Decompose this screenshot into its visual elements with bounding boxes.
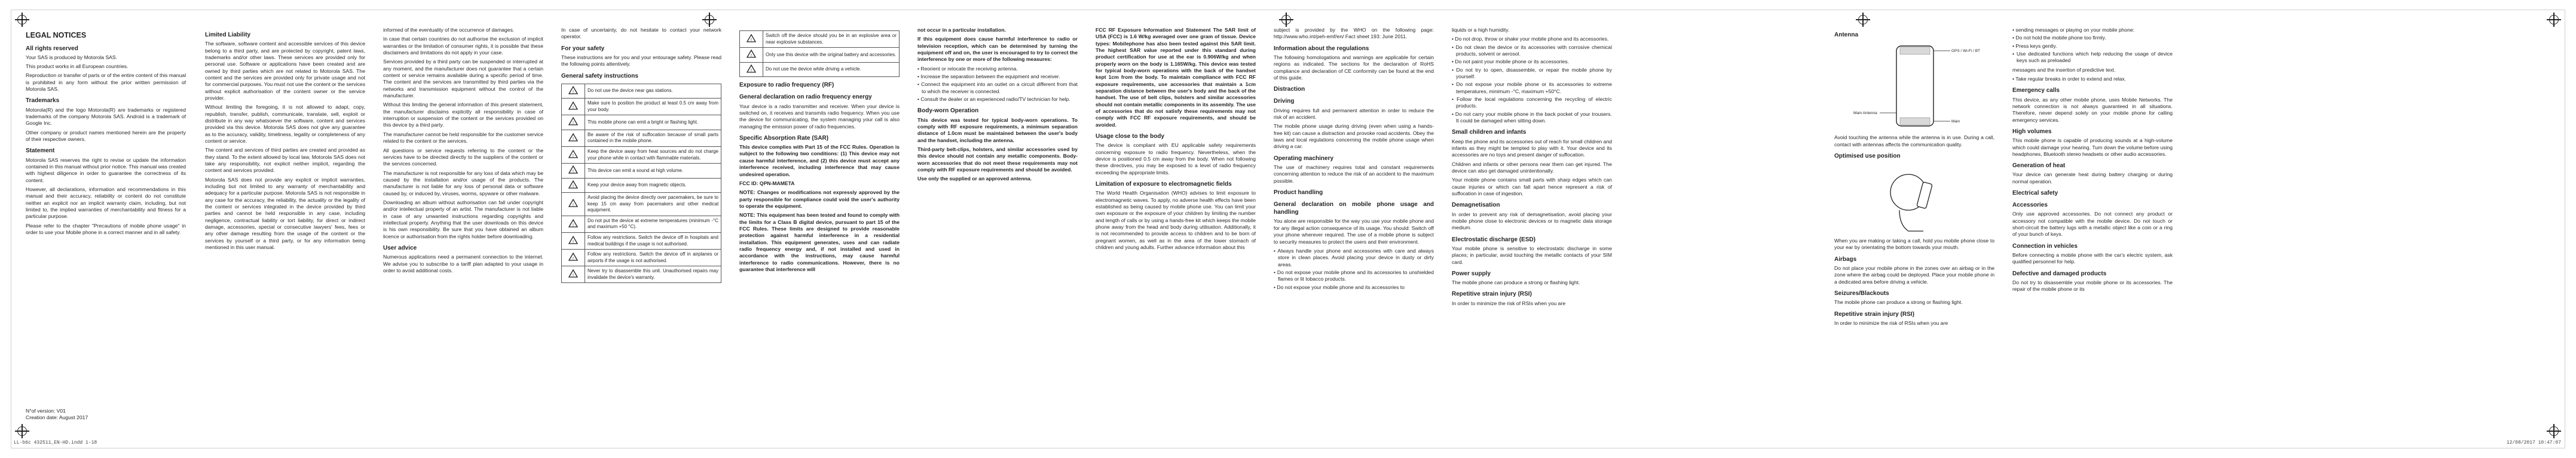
fcc-id: FCC ID: QPN-MAMETA [739,180,795,186]
paragraph: Children and infants or other persons near them can get injured. The device can also get damaged unintentionally. [1452,161,1612,174]
phone-outline [1896,46,1933,126]
paragraph: Your device can generate heat during battery charging or during normal operation. [2012,171,2173,185]
table-cell: Make sure to position the product at least 0.5 cm away from your body. [585,99,721,115]
paragraph: NOTE: This equipment has been tested and found to comply with the limits for a Class B digital device, pursuant to part 15 of the FCC Rules. These limits are designed to provide reasonable protection against harmful interference in a residential installation. This equipment generates, uses and can radiate radio frequency energy and, if not installed and used in accordance with the instructions, may cause harmful interference to radio communications. However, there is no guarantee that interference will [739,212,900,272]
heading-sar: Specific Absorption Rate (SAR) [739,134,829,142]
heading-antenna: Antenna [1834,32,1858,38]
heading-statement: Statement [26,147,55,155]
heading-esd: Electrostatic discharge (ESD) [1452,236,1536,243]
list-item: • Do not hold the mobile phone too firmly. [2012,35,2173,41]
paragraph: Motorola(R) and the logo Motorola(R) are trademarks or registered trademarks of the company Motorola SAS. Android is a trademark of Google Inc. [26,106,186,127]
table-row [562,178,721,193]
heading-airbags: Airbags [1834,256,1857,263]
paragraph: You alone are responsible for the way you use your mobile phone and for any illegal action consequence of its usage. You should: Switch off your phone wherever required. The use of a mobile phone is subject to security measures to protect the users and their environment. [1274,218,1434,245]
registration-mark [1858,15,1868,24]
paragraph: When you are making or taking a call, hold you mobile phone close to your ear by orientating the bottom towards your mouth. [1834,238,1994,251]
heading-small-children: Small children and infants [1452,129,1526,136]
paragraph: This product works in all European countries. [26,63,129,70]
table-row [562,130,721,146]
list-item: • Do not paint your mobile phone or its accessories. [1452,59,1612,65]
list-item: • sending messages or playing on your mobile phone: [2012,27,2173,33]
warning-icon [562,115,585,130]
list-item: • Do not expose your mobile phone and its accessories to [1274,284,1434,291]
paragraph: NOTE: Changes or modifications not expressly approved by the party responsible for compliance could void the user's authority to operate the equipment. [739,189,900,209]
warning-icon [740,62,763,77]
paragraph: The manufacturer is not responsible for any loss of data which may be caused by the installation and/or usage of the products. The manufacturer is not liable for any loss of personal data or software caused by, or induced by, viruses, worms, spyware or other malware. [383,170,543,196]
paragraph: Keep the phone and its accessories out of reach for small children and infants as they might be tempted to play with it. Your device and its accessories are no toys and present danger of suffocation. [1452,138,1612,158]
heading-seizures: Seizures/Blackouts [1834,290,1889,297]
table-cell: Switch off the device should you be in an explosive area or near explosive substances. [763,31,900,48]
heading-accessories: Accessories [2012,202,2048,209]
paragraph: Motorola SAS does not provide any explicit or implicit warranties, including but not limited to any warranty of merchantability and adequacy for a particular purpose. Motorola SAS is not responsible in any case for the accuracy, the reliability, the actuality or the legality of the content or services integrated in the device provided by third parties and cannot be held responsible in any case, including negligence, contractual liability or tort liability, for direct or indirect damage, accessories, special or consecutive lawyers' fees, fees or any other damage resulting from the usage of the content or the services by yourself or a third party, or for any information being mentioned in this user manual. [205,176,365,251]
paragraph: Your mobile phone is sensitive to electrostatic discharge in some places; in particular, avoid touching the metallic contacts of your SIM card. [1452,245,1612,265]
paragraph: In case that certain countries do not authorise the exclusion of implicit warranties or the limitation of consumer rights, it is possible that these disclaimers and limitations do not apply in your case. [383,36,543,56]
antenna-zone-top [1900,47,1930,54]
antenna-diagram [1849,41,1980,131]
table-cell: This mobile phone can emit a bright or flashing light. [585,115,721,130]
table-cell: This device can emit a sound at high volume. [585,164,721,179]
heading-vehicle-connection: Connection in vehicles [2012,242,2078,250]
paragraph: messages and the insertion of predictive text. [2012,66,2116,73]
table-row [562,193,721,216]
heading-operating-machinery: Operating machinery [1274,155,1334,162]
column-fcc-exposure [1096,27,1256,445]
paragraph: Do not place your mobile phone in the zones over an airbag or in the zone where the airbag could be deployed. Place your mobile phone in a dedicated area before driving a vehicle. [1834,265,1994,285]
antenna-label-main-antenna: Main Antenna [1853,111,1877,116]
svg-text:!: ! [573,239,574,244]
paragraph: The mobile phone usage during driving (even when using a hands-free kit) can cause a distraction and provoke road accidents. Obey the laws and local regulations concerning the mobile phone usage when driving a car. [1274,123,1434,150]
list-item: • Increase the separation between the equipment and receiver. [917,73,1078,80]
table-cell: Do not put the device at extreme temperatures (minimum -°C and maximum +50 °C). [585,216,721,232]
heading-defective-products: Defective and damaged products [2012,270,2107,277]
paragraph: Only use approved accessories. Do not connect any product or accessory not compatible with the mobile device. Do not touch or short-circuit the battery lugs with a metallic object like a coin or a ring of your bunch of keys. [2012,211,2173,238]
table-row [740,48,900,63]
paragraph: In case of uncertainty, do not hesitate to contact your network operator. [561,27,721,40]
warning-icon [562,84,585,99]
table-cell: Do not use the device near gas stations. [585,84,721,99]
table-cell: Do not use the device while driving a vehicle. [763,62,900,77]
paragraph: Other company or product names mentioned herein are the property of their respective owners. [26,129,186,142]
antenna-label-gps: GPS / Wi-Fi / BT [1951,49,1980,54]
column-handling [1452,27,1612,445]
document-sheet [11,10,2565,448]
column-legal-notices [26,27,186,445]
paragraph: This mobile phone is capable of producing sounds at a high-volume which could damage your hearing. Turn down the volume before using headphones, Bluetooth stereo headsets or other audio accessories. [2012,137,2173,157]
warning-icon [562,99,585,115]
svg-text:!: ! [751,38,752,42]
paragraph: Use only the supplied or an approved antenna. [917,176,1032,182]
antenna-zone-bottom [1900,118,1930,125]
heading-driving: Driving [1274,98,1295,105]
list-item: • Always handle your phone and accessories with care and always store in clean places. Avoid placing your device in dusty or dirty areas. [1274,248,1434,268]
use-position-illustration [1881,162,1947,234]
paragraph: The manufacturer cannot be held responsible for the customer service related to the content or the services. [383,131,543,145]
paragraph: In order to minimize the risk of RSIs when you are [1452,300,1566,306]
paragraph: Avoid touching the antenna while the antenna is in use. During a call, contact with antennas affects the communication quality. [1834,134,1994,147]
column-regulations [1274,27,1434,445]
paragraph: Driving requires full and permanent attention in order to reduce the risk of an accident. [1274,107,1434,120]
heading-usage-close-to-body: Usage close to the body [1096,133,1165,140]
phone-icon [1917,182,1932,209]
heading-body-worn: Body-worn Operation [917,107,979,115]
svg-text:!: ! [573,170,574,174]
table-cell: Keep the device away from heat sources and do not charge your phone while in contact with flammable materials. [585,147,721,164]
heading-rsi: Repetitive strain injury (RSI) [1452,291,1532,298]
column-safety [561,27,721,445]
heading-high-volumes: High volumes [2012,128,2052,135]
paragraph: informed of the eventuality of the occurrence of damages. [383,27,515,33]
table-row [562,164,721,179]
paragraph: Without limiting the foregoing, it is not allowed to adapt, copy, republish, transfer, publish, communicate, translate, sell, exploit or distribute in any way whatsoever the software, content and services provided via this device. Motorola SAS does not give any guarantee as to the accuracy, validity, timeliness, legality or completeness of any content or service. [205,104,365,144]
warning-icon [562,193,585,216]
heading-electrical-safety: Electrical safety [2012,190,2058,197]
list-item: • Consult the dealer or an experienced radio/TV technician for help. [917,96,1078,103]
heading-limited-liability: Limited Liability [205,32,251,38]
svg-text:!: ! [573,137,574,142]
svg-text:!: ! [573,203,574,208]
table-cell: Follow any restrictions. Switch the device off in airplanes or airports if the usage is not authorised. [585,250,721,266]
heading-exposure: Exposure to radio frequency (RF) [739,82,834,89]
column-disclaimer [383,27,543,445]
handling-list [1452,36,1612,124]
list-item: • Do not expose your mobile phone or its accessories to extreme temperatures, minimum -°C, maximum +50°C. [1452,81,1612,95]
paragraph: Services provided by a third party can be suspended or interrupted at any moment, and the manufacturer does not guarantee that a certain content or service remains available during a specific period of time. The content and the services are transmitted by third parties via the networks and transmission equipment without the control of the manufacturer. [383,59,543,99]
paragraph: Before connecting a mobile phone with the car's electric system, ask qualified personnel for help. [2012,252,2173,265]
version-number: N°of version: V01 [26,407,66,414]
paragraph: All questions or service requests referring to the content or the services have to be directed directly to the suppliers of the content or the services concerned. [383,147,543,167]
safety-icon-table [739,30,900,77]
print-timestamp: 12/08/2017 10:47:07 [2506,440,2561,445]
svg-text:!: ! [573,90,574,94]
warning-icon [740,48,763,63]
table-cell: Keep your device away from magnetic objects. [585,178,721,193]
warning-icon [562,232,585,249]
registration-mark [2549,15,2559,24]
column-interference [917,27,1078,445]
paragraph: The mobile phone can produce a strong or flashing light. [1452,279,1580,286]
svg-text:!: ! [573,273,574,278]
creation-date: Creation date: August 2017 [26,414,88,420]
heading-general-usage: General declaration on mobile phone usage and handling [1274,201,1434,216]
paragraph: The following homologations and warnings are applicable for certain regions as indicated. The sections for the declaration of RoHS compliance and declaration of CE conformity can be found at the end of this guide. [1274,54,1434,81]
print-slug: LL-b6c 432511_EN-HD.indd 1-18 [14,440,97,445]
paragraph: liquids or a high humidity. [1452,27,1510,33]
paragraph: FCC RF Exposure Information and Statement The SAR limit of USA (FCC) is 1.6 W/kg averaged over one gram of tissue. Device types: Mobilephone has also been tested against this SAR limit. The highest SAR value reported under this standard during product certification for use at the ear is 0.906W/kg and when properly worn on the body is 1.165W/kg. This device was tested for typical body-worn operations with the back of the handset kept 1cm from the body. To maintain compliance with FCC RF exposure requirements, use accessories that maintain a 1cm separation distance between the user's body and the back of the handset. The use of belt clips, holsters and similar accessories should not contain metallic components in its assembly. The use of accessories that do not satisfy these requirements may not comply with FCC RF exposure requirements, and should be avoided. [1096,27,1256,128]
paragraph: The use of machinery requires total and constant requirements concerning attention to reduce the risk of an accident to the maximum possible. [1274,164,1434,184]
rsi-list [2012,27,2173,64]
registration-mark [705,15,714,24]
rsi-list [2012,76,2173,82]
paragraph: The mobile phone can produce a strong or flashing light. [1834,299,1963,306]
svg-text:!: ! [573,256,574,261]
heading-distraction: Distraction [1274,86,1305,93]
list-item: • Follow the local regulations concerning the recycling of electric products. [1452,96,1612,110]
column-emergency [2012,27,2173,445]
table-cell: Be aware of the risk of suffocation because of small parts contained in the mobile phone. [585,130,721,146]
table-row [562,84,721,99]
heading-trademarks: Trademarks [26,97,60,104]
paragraph: Numerous applications need a permanent connection to the internet. We advise you to subscribe to a tariff plan adapted to your usage in order to avoid additional costs. [383,254,543,273]
registration-mark [17,15,27,24]
column-antenna [1834,27,1994,445]
paragraph: Do not try to disassemble your mobile phone or its accessories. The repair of the mobile phone or its [2012,279,2173,293]
paragraph: This device, as any other mobile phone, uses Mobile Networks. The network connection is not always guaranteed in all situations. Therefore, never depend solely on your mobile phone for calling emergency services. [2012,96,2173,123]
heading-power-supply: Power supply [1452,270,1491,277]
paragraph: Without this limiting the general information of this present statement, the manufacturer disclaims explicitly all responsibility in case of interruption or suspension of the content or the services provided on this device by a third party. [383,102,543,128]
heading-limitation-exposure: Limitation of exposure to electromagnetic fields [1096,181,1232,188]
heading-demagnetisation: Demagnetisation [1452,202,1500,209]
svg-text:!: ! [573,106,574,110]
list-item: • Do not expose your mobile phone and its accessories to unshielded flames or lit tobacco products. [1274,269,1434,283]
list-item: • Connect the equipment into an outlet on a circuit different from that to which the receiver is connected. [917,81,1078,95]
list-item: • Reorient or relocate the receiving antenna. [917,66,1078,72]
list-item: • Use dedicated functions which help reducing the usage of device keys such as preloaded [2012,51,2173,64]
table-row [740,31,900,48]
table-row [562,115,721,130]
safety-icon-table [561,84,721,283]
svg-text:!: ! [573,184,574,189]
heading-regulations: Information about the regulations [1274,45,1369,52]
warning-icon [562,147,585,164]
warning-icon [562,164,585,179]
heading-product-handling: Product handling [1274,189,1323,196]
list-item: • Do not carry your mobile phone in the back pocket of your trousers. It could be damaged when sitting down. [1452,111,1612,125]
paragraph: Your mobile phone contains small parts with sharp edges which can cause injuries or which can fall apart hence represent a risk of suffocation in case of ingestion. [1452,177,1612,197]
paragraph: The World Health Organisation (WHO) advises to limit exposure to electromagnetic waves. To apply, no adverse health effects have been established as being caused by mobile phone use. You can limit your own exposure or the exposure of your children by limiting the number and length of calls or by using a hands-free kit which keeps the mobile phone away from the head and body during utilisation. Additionally, it is not recommended to provide access to children and to be born of pregnant women, as well as in the area of the lower stomach of children and young adults. Further advance information about this [1096,190,1256,250]
table-row [562,99,721,115]
warning-icon [562,250,585,266]
list-item: • Do not clean the device or its accessories with corrosive chemical products, solvent or aerosol. [1452,44,1612,58]
column-radio-frequency [739,27,900,445]
table-row [562,266,721,283]
heading-general-declaration: General declaration on radio frequency energy [739,94,872,101]
measures-list [917,66,1078,103]
warning-icon [562,266,585,283]
paragraph: Reproduction or transfer of parts or of the entire content of this manual is prohibited in any form without the prior written permission of Motorola SAS. [26,72,186,93]
antenna-label-main: Main [1951,119,1960,124]
heading-user-advice: User advice [383,244,417,251]
table-row [562,250,721,266]
warning-icon [562,130,585,146]
paragraph: Motorola SAS reserves the right to revise or update the information contained in this manual without prior notice. This manual was created with highest diligence in order to guarantee the correctness of its content. [26,156,186,183]
warning-icon [562,216,585,232]
svg-text:!: ! [573,153,574,158]
paragraph: In order to minimize the risk of RSIs when you are [1834,319,1948,326]
svg-text:!: ! [573,121,574,126]
table-row [740,62,900,77]
paragraph: In order to prevent any risk of demagnetisation, avoid placing your mobile phone close to electronic devices or to magnetic data storage medium. [1452,211,1612,231]
column-limited-liability [205,27,365,445]
list-item: • Do not try to open, disassemble, or repair the mobile phone by yourself. [1452,67,1612,81]
version-info [26,408,88,421]
svg-text:!: ! [751,54,752,59]
paragraph: These instructions are for you and your entourage safety. Please read the following points attentively. [561,54,721,67]
list-item: • Take regular breaks in order to extend and relax. [2012,76,2173,82]
heading-general-safety: General safety instructions [561,72,638,79]
paragraph: subject is provided by the WHO on the following page: http://www.who.int/peh-emf/en/ Fact sheet 193: June 2011. [1274,27,1434,40]
paragraph: If this equipment does cause harmful interference to radio or television reception, which can be determined by turning the equipment off and on, the user is encouraged to try to correct the interference by one or more of the following measures: [917,36,1078,63]
paragraph: Please refer to the chapter "Precautions of mobile phone usage" in order to use your Mobile phone in a correct manner and in all safety. [26,222,186,235]
table-cell: Follow any restrictions. Switch the device off in hospitals and medical buildings if the usage is not authorised. [585,232,721,249]
paragraph: This device complies with Part 15 of the FCC Rules. Operation is subject to the following two conditions: (1) This device may not cause harmful interference, and (2) this device must accept any interference received, including interference that may cause undesired operation. [739,144,900,177]
table-cell: Only use this device with the original battery and accessories. [763,48,900,63]
paragraph: However, all declarations, information and recommendations in this manual and their accuracy, reliability or content do not constitute neither an explicit nor an implicit warranty claim, including, but not limited to, the implied warranties of merchantability and fitness for a particular purpose. [26,186,186,220]
paragraph: Your device is a radio transmitter and receiver. When your device is switched on, it receives and transmits radio frequency. When you use the device for communicating, the system managing your call is also managing the emission power of radio frequencies. [739,103,900,130]
svg-text:!: ! [573,223,574,228]
paragraph: The content and services of third parties are created and provided as they stand. To the extent allowed by local law, Motorola SAS does not take any responsibility, not explicit neither implicit, regarding the content and services provided. [205,147,365,174]
paragraph: Downloading an album without authorisation can fall under copyright and/or intellectual property of an artist. The manufacturer is not liable in case of any unwanted instructions regarding copyrights and intellectual property. Anything that the user downloads on this device is his own responsibility. Be sure that you have obtained an album licence or authorisation from the rights holder before downloading. [383,199,543,239]
handling-list [1274,248,1434,291]
paragraph: Third-party belt-clips, holsters, and similar accessories used by this device should not contain any metallic components. Body-worn accessories that do not meet these requirements may not comply with RF exposure requirements and should be avoided. [917,146,1078,173]
registration-mark [2549,426,2559,436]
heading-heat: Generation of heat [2012,162,2066,170]
paragraph: This device was tested for typical body-worn operations. To comply with RF exposure requirements, a minimum separation distance of 1.0cm must be maintained between the user's body and the handset, including the antenna. [917,116,1078,143]
heading-rights: All rights reserved [26,45,78,52]
heading-for-your-safety: For your safety [561,45,605,52]
table-row [562,232,721,249]
page-title: LEGAL NOTICES [26,31,87,39]
paragraph: not occur in a particular installation. [917,27,1006,33]
warning-icon [740,31,763,48]
paragraph: Your SAS is produced by Motorola SAS. [26,54,118,60]
warning-icon [562,178,585,193]
heading-optimised-use: Optimised use position [1834,152,1901,159]
table-cell: Avoid placing the device directly over pacemakers, be sure to keep 15 cm away from pacemakers and other medical equipment. [585,193,721,216]
table-cell: Never try to disassemble this unit. Unauthorised repairs may invalidate the device's warranty. [585,266,721,283]
list-item: • Press keys gently. [2012,43,2173,50]
table-row [562,216,721,232]
paragraph: The software, software content and accessible services of this device belong to a third party, and are protected by copyright, patent laws, trademarks and/or other laws. These services are provided only for personal use. Software or applications have been created and are owned by third parties which are not related to Motorola SAS. The content and the services are provided only for private usage and not for commercial purposes. You must not use the content or the services without explicit authorisation of the content owner or the service provider. [205,41,365,101]
registration-mark [1281,15,1291,24]
neck-outline [1899,210,1923,231]
svg-text:!: ! [751,68,752,73]
table-row [562,147,721,164]
list-item: • Do not drop, throw or shake your mobile phone and its accessories. [1452,36,1612,42]
heading-emergency-calls: Emergency calls [2012,87,2060,94]
heading-rsi: Repetitive strain injury (RSI) [1834,311,1914,318]
paragraph: The device is compliant with EU applicable safety requirements concerning exposure to radio frequency. Nevertheless, when the device is positioned 0.5 cm away from the body. When not following these directives, you may be exposed to a level of radio frequency exceeding the appropriate limits. [1096,142,1256,176]
